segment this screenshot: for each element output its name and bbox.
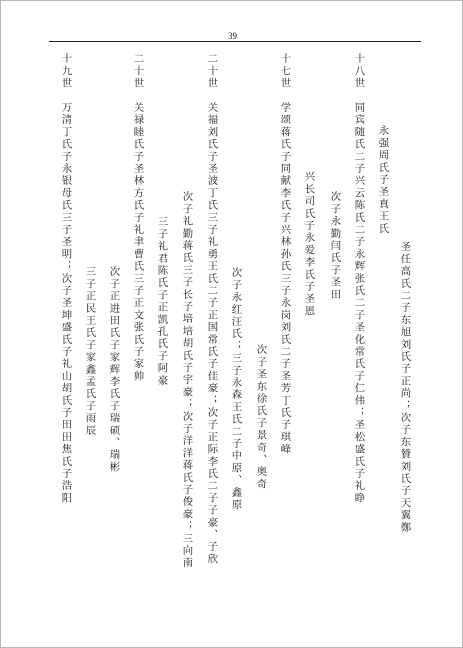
text-column: 次子永勤闫氏子圣田 (328, 191, 341, 301)
text-column: 圣任高氏二子东旭刘氏子正尚；次子东贊刘氏子天翼鄭 (398, 241, 411, 534)
text-column: 三子礼君陈氏子正凯孔氏子阿豪 (155, 216, 168, 387)
generation-column: 十九世 万清丁氏子永银母氏三子圣明；次子圣坤盛氏子礼山胡氏子田田焦氏子浩阳 (59, 53, 72, 505)
text-column: 次子正进田氏子家辉李氏子瑞硕、瑞彬 (107, 266, 120, 474)
text-column: 次子永红汪氏；三子永森王氏二子中原、鑫原 (229, 267, 242, 511)
generation-column: 十八世 同宾随氏二子兴云陈氏二子永辉张氏二子圣化常氏子仁伟；圣松盛氏子礼睁 (352, 53, 365, 505)
text-column: 次子圣东徐氏子景奇、奥奇 (254, 344, 267, 491)
text-column: 次子礼勤蒋氏三子长子培培胡氏子宇豪；次子洋洋蒋氏子俊豪；三向南 (180, 191, 193, 570)
header-rule (49, 41, 421, 42)
text-column: 三子正民王氏子家鑫孟氏子雨辰 (83, 266, 96, 437)
page-number: 39 (228, 31, 237, 41)
text-column: 永强周氏子圣真王氏 (376, 125, 389, 235)
generation-column: 二十世 关福刘氏子圣波丁氏三子礼勇王氏二子正国常氏子佳豪；次子正际李氏二子子豪、子欣 (205, 53, 218, 566)
generation-column: 二十世 关禄睦氏子圣林方氏子礼聿曹氏三子正文张氏子家帅 (131, 53, 144, 383)
text-column: 兴长司氏子永爱李氏子圣恩 (302, 171, 315, 318)
generation-column: 十七世 学颂蒋氏子同献李氏子兴林孙氏三子永岗刘氏二子圣芳丁氏子琪峰 (278, 53, 291, 456)
